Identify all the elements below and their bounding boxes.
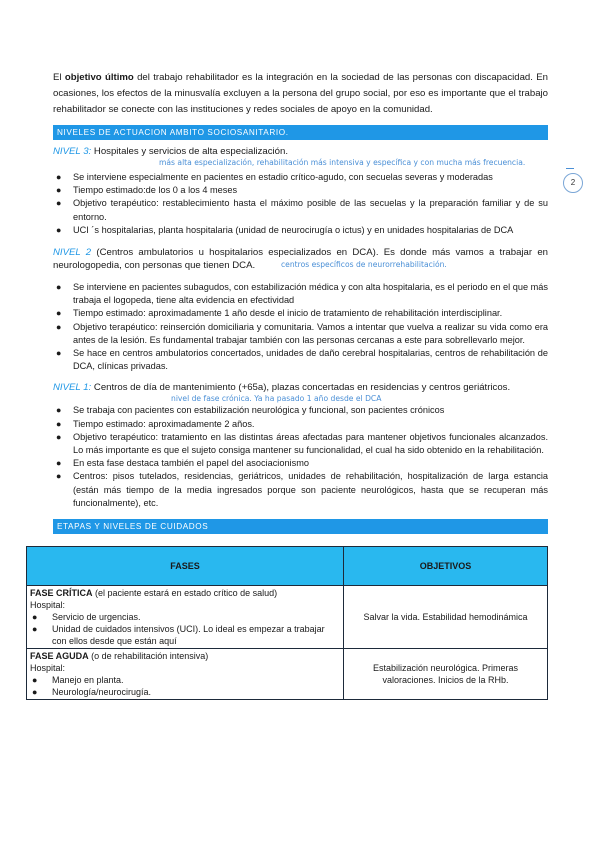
list-item: ● Tiempo estimado: aproximadamente 1 año desde el inicio de tratamiento de rehabilitación interdisciplinar. (53, 307, 548, 320)
fase-critica-title: FASE CRÍTICA (30, 588, 93, 599)
list-item: ● Servicio de urgencias. (32, 612, 141, 623)
list-item: ● Tiempo estimado: aproximadamente 2 años. (53, 418, 548, 431)
nivel-3-text: Hospitales y servicios de alta especialización. (91, 146, 288, 157)
bullet-icon: ● (56, 418, 62, 429)
list-item: ● Tiempo estimado:de los 0 a los 4 meses (53, 184, 548, 197)
fases-table (26, 546, 548, 700)
list-item: ● Se hace en centros ambulatorios concertados, unidades de daño cerebral hospitalarias, centros de rehabilitación de DCA, clínicas privadas. (56, 348, 548, 372)
nivel-1-heading (53, 382, 548, 394)
fase-aguda-place: Hospital: (30, 663, 66, 674)
bullet-icon: ● (56, 458, 62, 469)
fase-critica-objective: Salvar la vida. Estabilidad hemodinámica (344, 586, 548, 649)
table-row (27, 586, 548, 649)
nivel-2-list (53, 281, 548, 373)
nivel-2-block: NIVEL 2 (Centros ambulatorios u hospitalarios especializados en DCA). Es donde más vamos a trabajar en neurologopedia, con personas que tienen DCA. centros específicos de neurorrehabilitación. ● Se interviene en pacientes subagudos, con estabilización médica y con alta hospitalaria, es el periodo en el que más trabaja el logopeda, tiene alta evidencia en efectividad ● Tiempo estimado: aproximadamente 1 año desde el inicio de tratamiento de rehabilitación interdisciplinar. ● Objetivo terapéutico: reinserción domiciliaria y comunitaria. Vamos a intentar que vuelva a realizar su vida como era antes de la lesión. Es fundamental trabajar también con las personas cercanas a este para sobrellevarlo mejor. ● Se hace en centros ambulatorios concertados, unidades de daño cerebral hospitalarias, centros de rehabilitación de DCA, clínicas privadas. (53, 246, 548, 373)
nivel-1-label: NIVEL 1: (53, 382, 92, 394)
nivel-3-label: NIVEL 3: (53, 146, 92, 157)
table-header-fases: FASES (27, 547, 344, 586)
intro-text-start: El (53, 72, 65, 83)
list-item: ● Se interviene especialmente en pacientes en estadio crítico-agudo, con secuelas severas y moderadas (53, 171, 548, 184)
bullet-icon: ● (32, 675, 38, 686)
fase-aguda-title: FASE AGUDA (30, 651, 89, 662)
bullet-icon: ● (32, 687, 38, 698)
nivel-1-handwritten-note: nivel de fase crónica. Ya ha pasado 1 año desde el DCA (171, 394, 382, 404)
bullet-icon: ● (56, 224, 62, 235)
bullet-icon: ● (56, 185, 62, 196)
list-item: ● Unidad de cuidados intensivos (UCI). Lo ideal es empezar a trabajar con ellos desde que están aquí (32, 624, 325, 647)
page-number: 2 (563, 173, 583, 193)
intro-text-rest: del trabajo rehabilitador es la integración en la sociedad de las personas con discapacidad. En ocasiones, los efectos de la minusvalía excluyen a la persona del grupo social, por eso es importante que el trabajo rehabilitador se conecte con las instituciones y redes sociales de apoyo en la comunidad. (53, 72, 548, 115)
bullet-icon: ● (32, 624, 38, 635)
bullet-icon: ● (32, 612, 38, 623)
section-header-etapas: ETAPAS Y NIVELES DE CUIDADOS (53, 519, 548, 534)
list-item: ● Neurología/neurocirugía. (32, 687, 152, 698)
fase-aguda-subtitle: (o de rehabilitación intensiva) (88, 651, 209, 662)
nivel-2-text: (Centros ambulatorios u hospitalarios especializados en DCA). Es donde más vamos a trabajar en neurologopedia, con personas que tienen DCA. (53, 247, 548, 272)
nivel-3-heading (53, 146, 548, 158)
list-item: ● Se trabaja con pacientes con estabilización neurológica y funcional, son pacientes crónicos (53, 404, 548, 417)
nivel-1-text: Centros de día de mantenimiento (+65a), plazas concertadas en residencias y centros geriátricos. (91, 382, 511, 394)
table-header-objetivos: OBJETIVOS (344, 547, 548, 586)
list-item: ● Objetivo terapéutico: tratamiento en las distintas áreas afectadas para mantener objetivos funcionales alcanzados. Lo más importante es que el sujeto consiga mantener su funcionalidad, el cual ha sido obtenido en la rehabilitación. (56, 431, 548, 456)
fase-critica-subtitle: (el paciente estará en estado crítico de salud) (92, 588, 278, 599)
list-item: ● En esta fase destaca también el papel del asociacionismo (53, 457, 548, 470)
fase-aguda-objective: Estabilización neurológica. Primeras valoraciones. Inicios de la RHb. (344, 649, 548, 700)
fase-aguda-cell (27, 649, 344, 700)
table-header-row (27, 547, 548, 586)
bullet-icon: ● (56, 198, 62, 209)
intro-paragraph (53, 70, 548, 118)
nivel-3-handwritten-note: más alta especialización, rehabilitación más intensiva y específica y con mucha más frecuencia. (159, 158, 526, 167)
fase-critica-place: Hospital: (30, 600, 66, 611)
intro-bold-text: objetivo último (64, 72, 134, 83)
fase-critica-cell (27, 586, 344, 649)
bullet-icon: ● (56, 348, 62, 359)
bullet-icon: ● (56, 471, 62, 482)
nivel-1-block (53, 382, 548, 510)
document-body (30, 70, 548, 700)
list-item: ● UCI ´s hospitalarias, planta hospitalaria (unidad de neurocirugía o ictus) y en unidades hospitalarias de DCA (53, 224, 548, 237)
bullet-icon: ● (56, 308, 62, 319)
bullet-icon: ● (56, 282, 62, 293)
list-item: ● Manejo en planta. (32, 675, 124, 686)
list-item: ● Objetivo terapéutico: reinserción domiciliaria y comunitaria. Vamos a intentar que vuelva a realizar su vida como era antes de la lesión. Es fundamental trabajar también con las personas cercanas a este para sobrellevarlo mejor. (56, 321, 548, 345)
nivel-3-list (53, 171, 548, 237)
bullet-icon: ● (56, 405, 62, 416)
list-item: ● Centros: pisos tutelados, residencias, geriátricos, unidades de rehabilitación, hospitalización de larga estancia (están más tiempo de la media ingresados porque son paciente neurológicos, hasta que se recuperan más funcionalmente), etc. (56, 471, 548, 508)
nivel-3-block (53, 146, 548, 237)
list-item: ● Objetivo terapéutico: restablecimiento hasta el máximo posible de las secuelas y la preparación familiar y de su entorno. (56, 198, 548, 222)
list-item: ● Se interviene en pacientes subagudos, con estabilización médica y con alta hospitalaria, es el periodo en el que más trabaja el logopeda, tiene alta evidencia en efectividad (56, 282, 548, 306)
bullet-icon: ● (56, 172, 62, 182)
nivel-2-label: NIVEL 2 (53, 247, 92, 259)
bullet-icon: ● (56, 321, 62, 332)
nivel-1-list (53, 404, 548, 510)
section-header-niveles: NIVELES DE ACTUACION AMBITO SOCIOSANITARIO. (53, 125, 548, 140)
table-row (27, 649, 548, 700)
bullet-icon: ● (56, 431, 62, 442)
